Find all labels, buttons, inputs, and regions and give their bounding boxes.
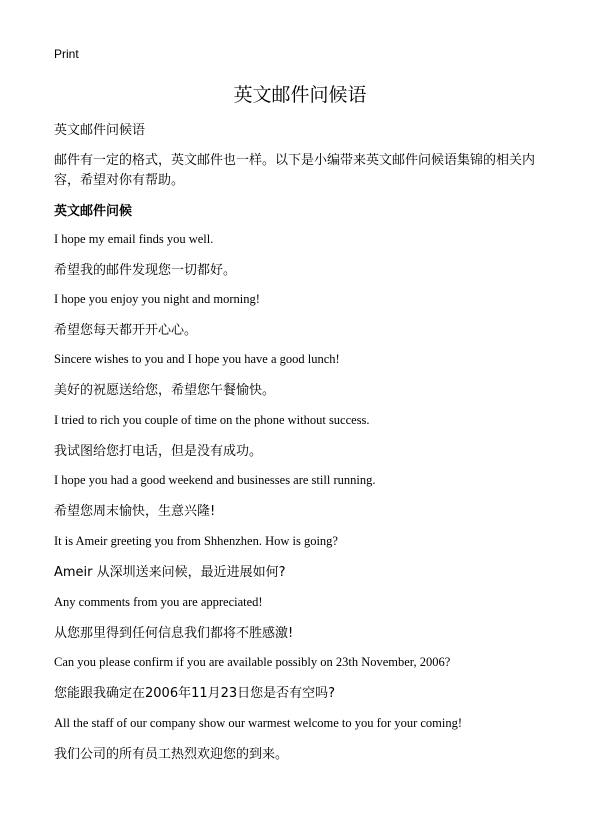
english-phrase: I hope you enjoy you night and morning!	[54, 292, 260, 306]
phrase-entry	[54, 534, 574, 580]
phrase-entry	[54, 655, 574, 701]
english-phrase: I hope my email finds you well.	[54, 232, 214, 246]
english-phrase: All the staff of our company show our warmest welcome to you for your coming!	[54, 716, 463, 730]
chinese-translation: Ameir 从深圳送来问候，最近进展如何?	[54, 565, 286, 580]
english-phrase: I hope you had a good weekend and businesses are still running.	[54, 473, 376, 487]
english-phrase: I tried to rich you couple of time on the phone without success.	[54, 413, 370, 427]
english-phrase: It is Ameir greeting you from Shhenzhen. How is going?	[54, 534, 338, 548]
chinese-translation: 希望您周末愉快，生意兴隆!	[54, 504, 216, 519]
chinese-translation: 希望您每天都开开心心。	[54, 323, 198, 338]
chinese-translation: 从您那里得到任何信息我们都将不胜感激!	[54, 626, 294, 641]
chinese-translation: 我们公司的所有员工热烈欢迎您的到来。	[54, 747, 289, 762]
page-title: 英文邮件问候语	[233, 84, 367, 106]
chinese-translation: 美好的祝愿送给您，希望您午餐愉快。	[54, 383, 276, 398]
chinese-translation: 我试图给您打电话，但是没有成功。	[54, 444, 263, 459]
phrase-entry	[54, 595, 574, 641]
chinese-translation: 您能跟我确定在2006年11月23日您是否有空吗?	[54, 686, 336, 701]
phrase-entry	[54, 413, 574, 459]
english-phrase: Any comments from you are appreciated!	[54, 595, 263, 609]
phrase-entry	[54, 352, 574, 398]
subheading: 英文邮件问候语	[54, 123, 146, 138]
phrase-entry	[54, 716, 574, 762]
intro-paragraph: 邮件有一定的格式，英文邮件也一样。以下是小编带来英文邮件问候语集锦的相关内容，希望对你有帮助。	[54, 153, 536, 188]
phrase-entry	[54, 473, 574, 519]
chinese-translation: 希望我的邮件发现您一切都好。	[54, 263, 237, 278]
phrase-entry	[54, 292, 574, 338]
section-heading: 英文邮件问候	[54, 204, 133, 219]
english-phrase: Can you please confirm if you are available possibly on 23th November, 2006?	[54, 655, 451, 669]
phrase-entry	[54, 232, 574, 278]
print-link[interactable]: Print	[54, 47, 79, 61]
english-phrase: Sincere wishes to you and I hope you have a good lunch!	[54, 352, 340, 366]
